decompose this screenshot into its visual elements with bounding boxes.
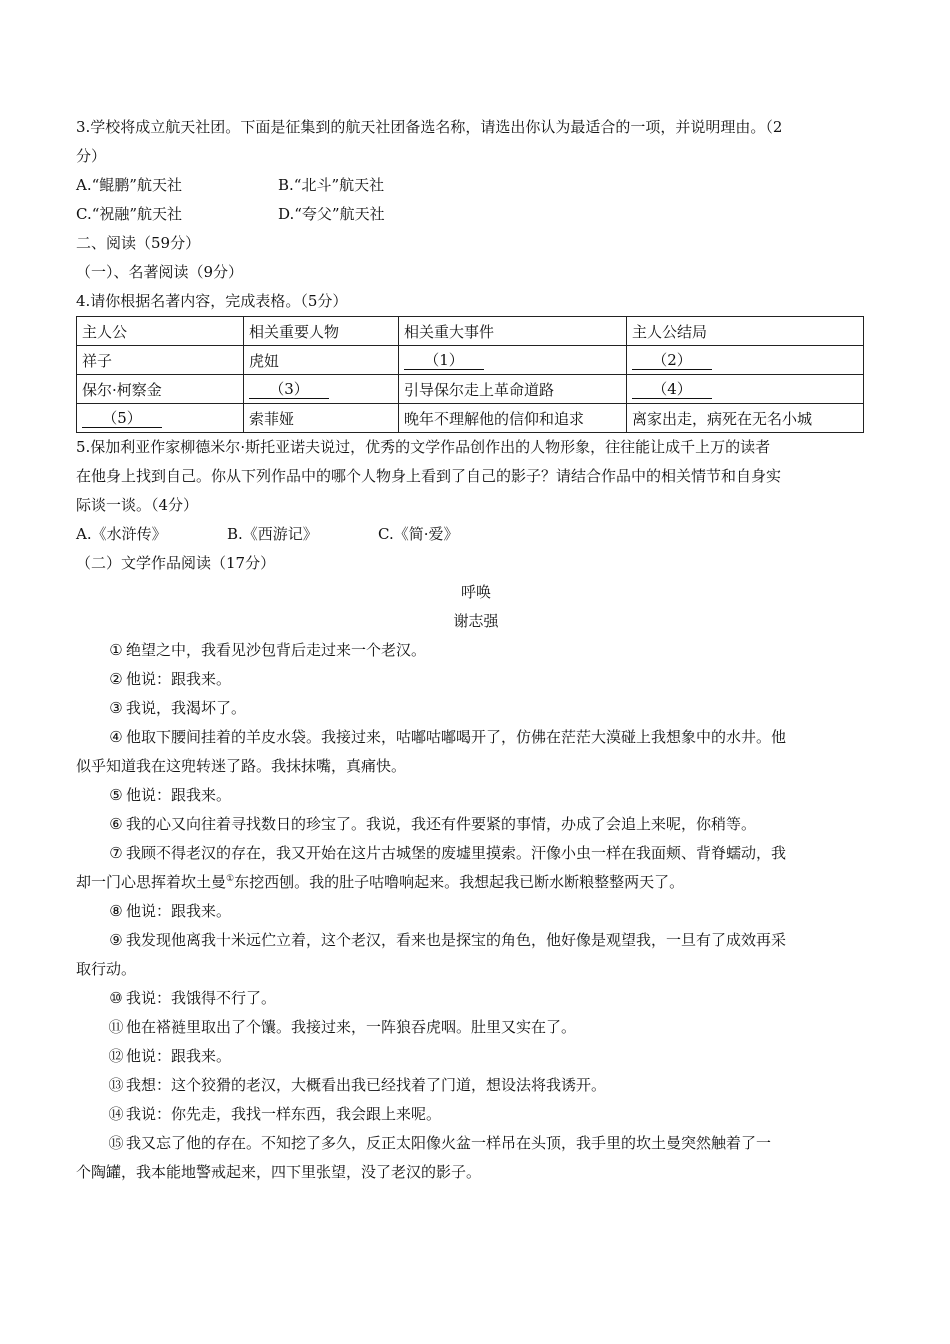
table-row bbox=[77, 404, 864, 433]
paragraph bbox=[76, 1100, 876, 1129]
fill-blank-4[interactable]: （4） bbox=[632, 380, 712, 399]
paragraph-number: ⑨ bbox=[109, 931, 123, 949]
paragraph bbox=[76, 984, 876, 1013]
paragraph-text: 我顾不得老汉的存在，我又开始在这片古城堡的废墟里摸索。汗像小虫一样在我面颊、背脊蠕动，我 bbox=[126, 844, 787, 862]
q5-option-c: C.《简·爱》 bbox=[378, 525, 459, 543]
paragraph-text: 东挖西刨。我的肚子咕噜响起来。我想起我已断水断粮整整两天了。 bbox=[234, 873, 685, 891]
q3-options-row2 bbox=[76, 200, 876, 229]
q5-options bbox=[76, 520, 876, 549]
paragraph-line: 取行动。 bbox=[76, 960, 137, 978]
table-cell: 离家出走，病死在无名小城 bbox=[627, 404, 864, 433]
paragraph bbox=[76, 926, 876, 984]
q3-option-a: A.“鲲鹏”航天社 bbox=[76, 176, 182, 194]
paragraph-number: ① bbox=[109, 641, 123, 659]
table-cell: 索菲娅 bbox=[244, 404, 399, 433]
paragraph-text: 他说：跟我来。 bbox=[126, 1047, 232, 1065]
paragraph-text: 他在褡裢里取出了个馕。我接过来，一阵狼吞虎咽。肚里又实在了。 bbox=[126, 1018, 577, 1036]
table-header-row bbox=[77, 317, 864, 346]
fill-blank-1[interactable]: （1） bbox=[404, 351, 484, 370]
paragraph-number: ⑧ bbox=[109, 902, 123, 920]
paragraph bbox=[76, 1071, 876, 1100]
paragraph-text: 我想：这个狡猾的老汉，大概看出我已经找着了门道，想设法将我诱开。 bbox=[126, 1076, 607, 1094]
q5-stem-line3: 际谈一谈。（4分） bbox=[76, 496, 199, 514]
paragraph-line bbox=[76, 839, 876, 868]
section2-title: 二、阅读（59分） bbox=[76, 234, 201, 252]
q3-stem-line1: 3.学校将成立航天社团。下面是征集到的航天社团备选名称，请选出你认为最适合的一项，并说明理由。（2 bbox=[76, 118, 783, 136]
sub2-title: （二）文学作品阅读（17分） bbox=[76, 554, 276, 572]
fill-blank-3[interactable]: （3） bbox=[249, 380, 329, 399]
article-title: 呼唤 bbox=[460, 583, 491, 601]
table-header: 主人公结局 bbox=[627, 317, 864, 346]
table-cell bbox=[627, 346, 864, 375]
paragraph-text: 我说：你先走，我找一样东西，我会跟上来呢。 bbox=[126, 1105, 442, 1123]
paragraph-line bbox=[76, 926, 876, 955]
paragraph-number: ③ bbox=[109, 699, 123, 717]
q3-options-row1 bbox=[76, 171, 876, 200]
paragraph bbox=[76, 665, 876, 694]
paragraph-number: ⑭ bbox=[108, 1105, 124, 1123]
paragraph bbox=[76, 897, 876, 926]
fill-blank-2[interactable]: （2） bbox=[632, 351, 712, 370]
paragraph bbox=[76, 810, 876, 839]
table-row bbox=[77, 375, 864, 404]
q4-stem: 4.请你根据名著内容，完成表格。（5分） bbox=[76, 292, 348, 310]
q5-option-a: A.《水浒传》 bbox=[76, 525, 167, 543]
paragraph-text: 他取下腰间挂着的羊皮水袋。我接过来，咕嘟咕嘟喝开了，仿佛在茫茫大漠碰上我想象中的水井。他 bbox=[126, 728, 787, 746]
table-cell bbox=[627, 375, 864, 404]
paragraph-number: ⑬ bbox=[108, 1076, 124, 1094]
paragraph-text: 我发现他离我十米远伫立着，这个老汉，看来也是探宝的角色，他好像是观望我，一旦有了成效再采 bbox=[126, 931, 787, 949]
paragraph-line bbox=[76, 723, 876, 752]
novels-table bbox=[76, 316, 864, 433]
article-body bbox=[76, 636, 876, 1187]
table-cell bbox=[399, 346, 627, 375]
table-cell: 保尔·柯察金 bbox=[77, 375, 244, 404]
paragraph-number: ⑪ bbox=[108, 1018, 124, 1036]
q3-option-d: D.“夸父”航天社 bbox=[278, 205, 385, 223]
fill-blank-5[interactable]: （5） bbox=[82, 409, 162, 428]
paragraph-text: 他说：跟我来。 bbox=[126, 786, 232, 804]
paragraph-line bbox=[76, 1129, 876, 1158]
paragraph-text: 我的心又向往着寻找数日的珍宝了。我说，我还有件要紧的事情，办成了会追上来呢，你稍等。 bbox=[126, 815, 757, 833]
paragraph bbox=[76, 839, 876, 897]
q5-stem-line1: 5.保加利亚作家柳德米尔·斯托亚诺夫说过，优秀的文学作品创作出的人物形象，往往能让成千上万的读者 bbox=[76, 438, 771, 456]
paragraph-text: 我又忘了他的存在。不知挖了多久，反正太阳像火盆一样吊在头顶，我手里的坎土曼突然触着了一 bbox=[126, 1134, 772, 1152]
table-cell: 引导保尔走上革命道路 bbox=[399, 375, 627, 404]
paragraph-text: 我说：我饿得不行了。 bbox=[126, 989, 277, 1007]
table-header: 相关重大事件 bbox=[399, 317, 627, 346]
paragraph-text: 却一门心思挥着坎土曼 bbox=[76, 873, 227, 891]
paragraph-text: 他说：跟我来。 bbox=[126, 902, 232, 920]
paragraph-line: 个陶罐，我本能地警戒起来，四下里张望，没了老汉的影子。 bbox=[76, 1163, 482, 1181]
exam-page bbox=[76, 113, 876, 1187]
paragraph-number: ⑫ bbox=[108, 1047, 124, 1065]
paragraph-number: ⑦ bbox=[109, 844, 123, 862]
q3-option-c: C.“祝融”航天社 bbox=[76, 205, 183, 223]
q3-stem-line2: 分） bbox=[76, 147, 107, 165]
table-cell bbox=[244, 375, 399, 404]
paragraph-number: ⑮ bbox=[108, 1134, 124, 1152]
q5-option-b: B.《西游记》 bbox=[227, 525, 318, 543]
paragraph-line bbox=[76, 868, 876, 897]
paragraph-text: 他说：跟我来。 bbox=[126, 670, 232, 688]
table-cell bbox=[77, 404, 244, 433]
paragraph-text: 绝望之中，我看见沙包背后走过来一个老汉。 bbox=[126, 641, 427, 659]
table-header: 主人公 bbox=[77, 317, 244, 346]
q3-option-b: B.“北斗”航天社 bbox=[278, 176, 385, 194]
paragraph-number: ② bbox=[109, 670, 123, 688]
paragraph bbox=[76, 636, 876, 665]
article-author: 谢志强 bbox=[453, 612, 499, 630]
sub1-title: （一）、名著阅读（9分） bbox=[76, 263, 244, 281]
paragraph bbox=[76, 781, 876, 810]
paragraph-number: ⑤ bbox=[109, 786, 123, 804]
table-cell: 祥子 bbox=[77, 346, 244, 375]
paragraph-text: 我说，我渴坏了。 bbox=[126, 699, 247, 717]
table-cell: 晚年不理解他的信仰和追求 bbox=[399, 404, 627, 433]
paragraph-number: ⑥ bbox=[109, 815, 123, 833]
q5-stem-line2: 在他身上找到自己。你从下列作品中的哪个人物身上看到了自己的影子？请结合作品中的相关情节和自身实 bbox=[76, 467, 782, 485]
paragraph bbox=[76, 1042, 876, 1071]
paragraph bbox=[76, 1013, 876, 1042]
paragraph-number: ⑩ bbox=[109, 989, 123, 1007]
table-cell: 虎妞 bbox=[244, 346, 399, 375]
paragraph bbox=[76, 723, 876, 781]
paragraph-number: ④ bbox=[109, 728, 123, 746]
table-header: 相关重要人物 bbox=[244, 317, 399, 346]
footnote-marker[interactable]: ① bbox=[226, 874, 235, 884]
paragraph bbox=[76, 1129, 876, 1187]
paragraph-line: 似乎知道我在这兜转迷了路。我抹抹嘴，真痛快。 bbox=[76, 757, 407, 775]
paragraph bbox=[76, 694, 876, 723]
table-row bbox=[77, 346, 864, 375]
